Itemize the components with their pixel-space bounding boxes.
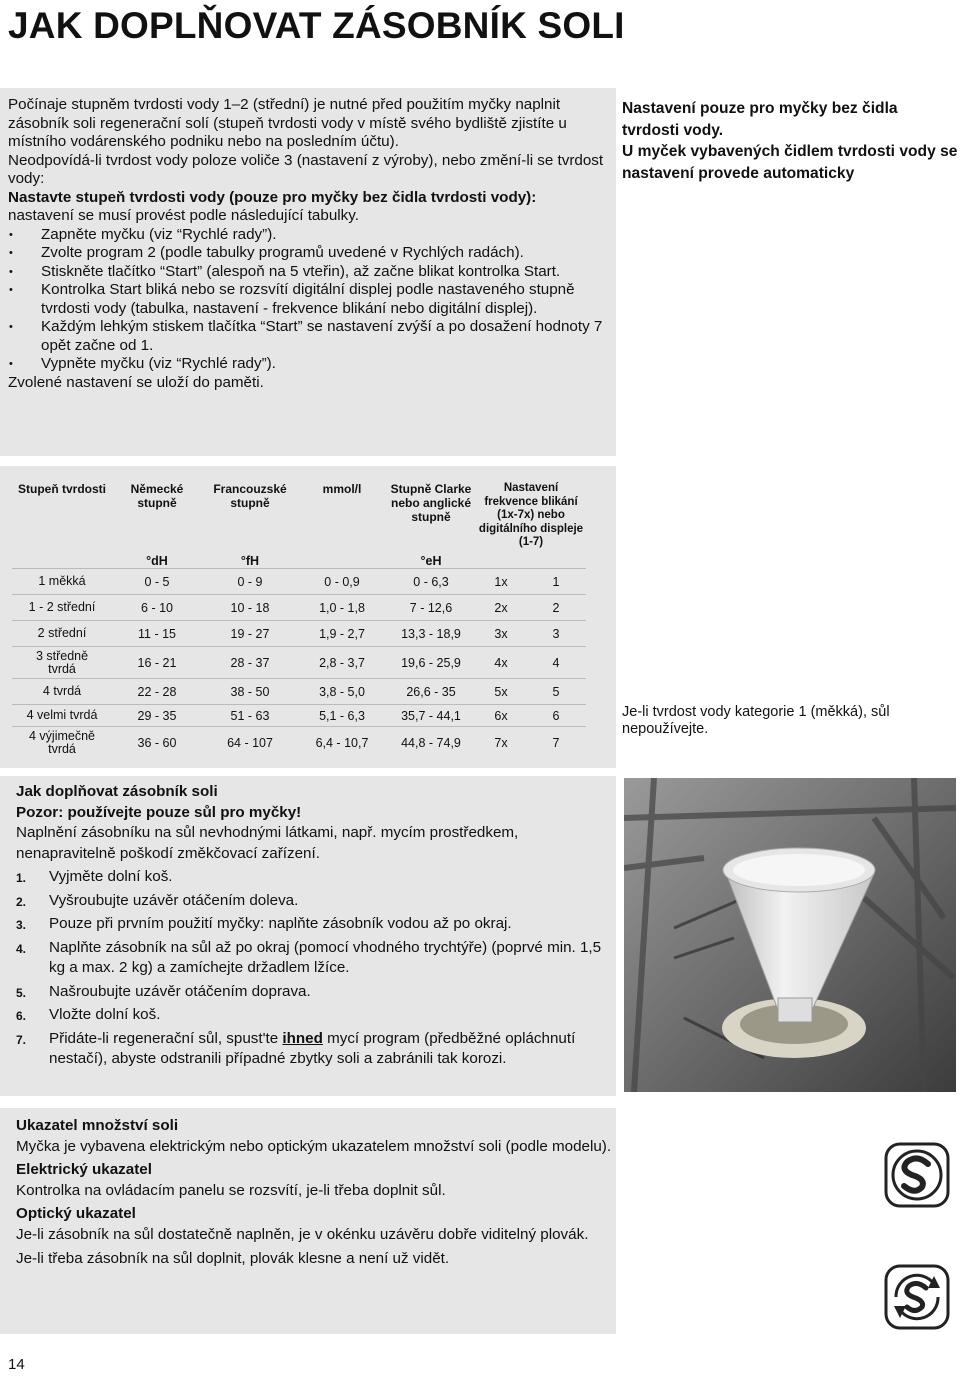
step-number: 1. bbox=[16, 871, 27, 885]
step-text: Vložte dolní koš. bbox=[49, 1006, 161, 1023]
electric-heading: Elektrický ukazatel bbox=[16, 1161, 152, 1178]
table-cell: 1 - 2 střední bbox=[12, 595, 112, 621]
page-title: JAK DOPLŇOVAT ZÁSOBNÍK SOLI bbox=[8, 5, 625, 46]
column-header: Stupeň tvrdosti bbox=[17, 482, 106, 496]
table-cell: 1 bbox=[526, 569, 586, 595]
table-cell: 7 - 12,6 bbox=[386, 595, 476, 621]
table-row bbox=[12, 727, 586, 759]
table-cell: 64 - 107 bbox=[202, 727, 298, 759]
table-cell: 1,0 - 1,8 bbox=[298, 595, 386, 621]
table-cell: 4 velmi tvrdá bbox=[12, 705, 112, 727]
step-text: Přidáte-li regenerační sůl, spust'te bbox=[49, 1029, 283, 1047]
table-cell: 5,1 - 6,3 bbox=[298, 705, 386, 727]
table-cell: 7 bbox=[526, 727, 586, 759]
table-cell: 19 - 27 bbox=[202, 621, 298, 647]
step-number: 5. bbox=[16, 985, 27, 1000]
step-number: 7. bbox=[16, 1032, 27, 1047]
table-cell: 22 - 28 bbox=[112, 679, 202, 705]
column-header: Stupně Clarke nebo anglické stupně bbox=[390, 482, 472, 524]
table-cell: 35,7 - 44,1 bbox=[386, 705, 476, 727]
table-cell: 26,6 - 35 bbox=[386, 679, 476, 705]
step-text: mycí program (předběžné opláchnutí nestačí), abyste odstranili případné zbytky soli a zabránili tak korozi. bbox=[49, 1029, 576, 1067]
step-text: Vyjměte dolní koš. bbox=[49, 868, 173, 885]
unit-cell bbox=[12, 550, 112, 569]
column-header: Nastavení frekvence blikání (1x-7x) nebo digitálního displeje (1-7) bbox=[478, 482, 584, 548]
table-cell: 1 měkká bbox=[12, 569, 112, 595]
column-header: mmol/l bbox=[322, 482, 362, 496]
table-cell: 4 výjimečně tvrdá bbox=[12, 727, 112, 759]
optical-heading: Optický ukazatel bbox=[16, 1205, 136, 1222]
step-text: Naplňte zásobník na sůl až po okraj (pomocí vhodného trychtýře) (poprvé min. 1,5 kg a max. 2 kg) a zamíchejte držadlem lžíce. bbox=[49, 938, 602, 976]
indicator-text: Myčka je vybavena elektrickým nebo optickým ukazatelem množství soli (podle modelu). bbox=[16, 1137, 612, 1155]
setting-heading: Nastavte stupeň tvrdosti vody (pouze pro myčky bez čidla tvrdosti vody): bbox=[8, 188, 537, 206]
table-row bbox=[12, 705, 586, 727]
side-note bbox=[622, 98, 958, 184]
table-cell: 0 - 6,3 bbox=[386, 569, 476, 595]
fill-heading: Jak doplňovat zásobník soli bbox=[16, 783, 218, 800]
table-cell: 5 bbox=[526, 679, 586, 705]
table-cell: 36 - 60 bbox=[112, 727, 202, 759]
list-item: • Zvolte program 2 (podle tabulky programů uvedené v Rychlých radách). bbox=[8, 244, 612, 263]
table-cell: 19,6 - 25,9 bbox=[386, 647, 476, 679]
table-cell: 6 - 10 bbox=[112, 595, 202, 621]
table-cell: 7x bbox=[476, 727, 526, 759]
unit-cell: °eH bbox=[420, 554, 442, 568]
setting-instruction: nastavení se musí provést podle následující tabulky. bbox=[8, 207, 359, 224]
table-cell: 0 - 0,9 bbox=[298, 569, 386, 595]
list-item: • Zapněte myčku (viz “Rychlé rady”). bbox=[8, 226, 612, 245]
step-number: 4. bbox=[16, 941, 27, 956]
table-cell: 4x bbox=[476, 647, 526, 679]
list-item bbox=[16, 914, 612, 935]
fill-steps bbox=[16, 867, 612, 1070]
list-item bbox=[16, 1005, 612, 1026]
table-cell: 13,3 - 18,9 bbox=[386, 621, 476, 647]
step-text: Pouze při prvním použití myčky: naplňte zásobník vodou až po okraj. bbox=[49, 915, 512, 932]
table-cell: 3 středně tvrdá bbox=[12, 647, 112, 679]
step-number: 2. bbox=[16, 894, 27, 909]
electric-text: Kontrolka na ovládacím panelu se rozsvítí, je-li třeba doplnit sůl. bbox=[16, 1181, 446, 1199]
intro-paragraph: Počínaje stupněm tvrdosti vody 1–2 (střední) je nutné před použitím myčky naplnit zásobník soli regenerační solí (stupeň tvrdosti vody v místě svého bydliště zjistíte u místního vodárenského podniku nebo na posledním účtu). bbox=[8, 96, 567, 150]
table-row bbox=[12, 679, 586, 705]
list-item bbox=[16, 867, 612, 888]
table-row bbox=[12, 595, 586, 621]
table-cell: 3,8 - 5,0 bbox=[298, 679, 386, 705]
table-cell: 5x bbox=[476, 679, 526, 705]
fill-warning: Pozor: používejte pouze sůl pro myčky! bbox=[16, 803, 302, 821]
list-item bbox=[16, 1029, 612, 1070]
salt-indicator-box bbox=[0, 1108, 616, 1334]
unit-cell bbox=[476, 550, 586, 569]
salt-indicator-icon bbox=[882, 1140, 952, 1210]
column-header: Německé stupně bbox=[130, 482, 184, 510]
salt-funnel-photo bbox=[624, 778, 956, 1092]
table-cell: 16 - 21 bbox=[112, 647, 202, 679]
table-cell: 51 - 63 bbox=[202, 705, 298, 727]
indicator-heading: Ukazatel množství soli bbox=[16, 1117, 179, 1134]
list-item bbox=[16, 938, 612, 979]
unit-cell: °dH bbox=[146, 554, 168, 568]
table-row bbox=[12, 569, 586, 595]
step-number: 3. bbox=[16, 918, 27, 932]
table-cell: 28 - 37 bbox=[202, 647, 298, 679]
list-item bbox=[16, 982, 612, 1003]
optical-text-empty: Je-li třeba zásobník na sůl doplnit, plovák klesne a není už vidět. bbox=[16, 1250, 450, 1267]
table-row bbox=[12, 647, 586, 679]
unit-cell: °fH bbox=[240, 554, 260, 568]
table-cell: 11 - 15 bbox=[112, 621, 202, 647]
table-cell: 2,8 - 3,7 bbox=[298, 647, 386, 679]
table-row bbox=[12, 621, 586, 647]
table-cell: 38 - 50 bbox=[202, 679, 298, 705]
table-cell: 2 střední bbox=[12, 621, 112, 647]
list-item: • Každým lehkým stiskem tlačítka “Start” se nastavení zvýší a po dosažení hodnoty 7 opět začne od 1. bbox=[8, 318, 612, 355]
table-cell: 1,9 - 2,7 bbox=[298, 621, 386, 647]
side-note-line1: Nastavení pouze pro myčky bez čidla tvrdosti vody. bbox=[622, 100, 898, 139]
table-cell: 6x bbox=[476, 705, 526, 727]
table-cell: 44,8 - 74,9 bbox=[386, 727, 476, 759]
table-cell: 6 bbox=[526, 705, 586, 727]
table-cell: 10 - 18 bbox=[202, 595, 298, 621]
side-note-line2: U myček vybavených čidlem tvrdosti vody se nastavení provede automaticky bbox=[622, 143, 958, 182]
intro-box bbox=[0, 88, 616, 456]
list-item: • Stiskněte tlačítko “Start” (alespoň na 5 vteřin), až začne blikat kontrolka Start. bbox=[8, 263, 612, 282]
table-cell: 0 - 5 bbox=[112, 569, 202, 595]
step-text: Vyšroubujte uzávěr otáčením doleva. bbox=[49, 891, 299, 909]
closing-note: Zvolené nastavení se uloží do paměti. bbox=[8, 373, 264, 391]
table-cell: 2x bbox=[476, 595, 526, 621]
table-note: Je-li tvrdost vody kategorie 1 (měkká), sůl nepoužívejte. bbox=[622, 704, 890, 737]
optical-text-full: Je-li zásobník na sůl dostatečně naplněn, je v okénku uzávěru dobře viditelný plovák. bbox=[16, 1225, 589, 1243]
table-cell: 1x bbox=[476, 569, 526, 595]
list-item: • Kontrolka Start bliká nebo se rozsvítí digitální displej podle nastaveného stupně tvrdosti vody (tabulka, nastavení - frekvence blikání nebo digitální displej). bbox=[8, 281, 612, 318]
table-cell: 2 bbox=[526, 595, 586, 621]
fill-instructions-box bbox=[0, 776, 616, 1096]
column-header: Francouzské stupně bbox=[213, 482, 287, 510]
step-text: Našroubujte uzávěr otáčením doprava. bbox=[49, 982, 311, 1000]
table-cell: 29 - 35 bbox=[112, 705, 202, 727]
salt-funnel-illustration bbox=[624, 778, 956, 1092]
table-cell: 3x bbox=[476, 621, 526, 647]
intro-condition: Neodpovídá-li tvrdost vody poloze voliče 3 (nastavení z výroby), nebo změní-li se tvrdost vody: bbox=[8, 151, 604, 187]
hardness-table bbox=[12, 480, 586, 759]
setting-steps bbox=[8, 226, 612, 374]
table-cell: 4 tvrdá bbox=[12, 679, 112, 705]
list-item bbox=[16, 891, 612, 912]
table-cell: 4 bbox=[526, 647, 586, 679]
salt-refill-icon bbox=[882, 1262, 952, 1332]
fill-caution: Naplnění zásobníku na sůl nevhodnými látkami, např. mycím prostředkem, nenapravitelně poškodí změkčovací zařízení. bbox=[16, 824, 519, 862]
step-emphasis: ihned bbox=[282, 1029, 323, 1047]
table-cell: 3 bbox=[526, 621, 586, 647]
unit-cell bbox=[298, 550, 386, 569]
list-item: • Vypněte myčku (viz “Rychlé rady”). bbox=[8, 355, 612, 374]
page-number: 14 bbox=[8, 1356, 25, 1373]
step-number: 6. bbox=[16, 1009, 27, 1023]
table-cell: 0 - 9 bbox=[202, 569, 298, 595]
table-cell: 6,4 - 10,7 bbox=[298, 727, 386, 759]
hardness-table-box bbox=[0, 466, 616, 768]
